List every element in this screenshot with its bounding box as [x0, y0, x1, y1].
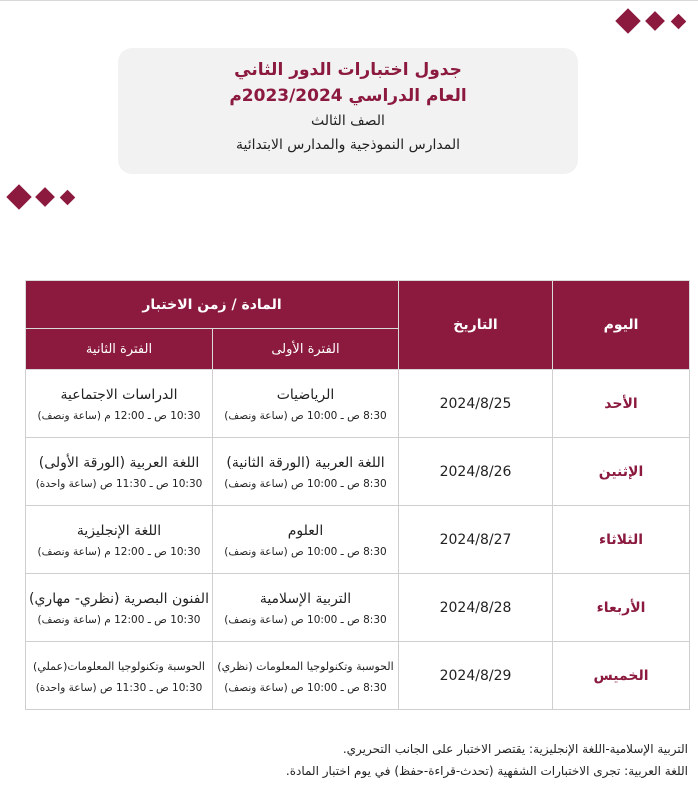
diamond-icon	[645, 11, 665, 31]
diamond-icon	[60, 189, 76, 205]
title-line-2: العام الدراسي 2023/2024م	[229, 86, 467, 106]
subject-name: اللغة العربية (الورقة الثانية)	[226, 455, 385, 471]
day-cell: الأربعاء	[553, 574, 690, 642]
subject-name: اللغة الإنجليزية	[76, 523, 162, 539]
period-1-cell	[213, 438, 399, 506]
day-cell: الإثنين	[553, 438, 690, 506]
diamond-icon	[671, 13, 687, 29]
subject-name: الفنون البصرية (نظري- مهاري)	[29, 591, 209, 607]
title-box	[118, 48, 578, 174]
subject-name: الدراسات الاجتماعية	[60, 387, 178, 403]
header-period-2: الفترة الثانية	[26, 329, 213, 370]
period-2-cell	[26, 506, 213, 574]
decor-diamonds-left	[10, 188, 73, 206]
subject-name: الحوسبة وتكنولوجيا المعلومات (نظري)	[217, 660, 394, 673]
title-line-1: جدول اختبارات الدور الثاني	[234, 60, 462, 80]
period-1-cell	[213, 642, 399, 710]
period-1-cell	[213, 574, 399, 642]
period-2-cell	[26, 574, 213, 642]
note-line-1: التربية الإسلامية-اللغة الإنجليزية: يقتصر الاختبار على الجانب التحريري.	[342, 742, 688, 756]
day-cell: الثلاثاء	[553, 506, 690, 574]
period-2-cell	[26, 642, 213, 710]
table-row	[26, 642, 690, 710]
exam-time: 10:30 ص ـ 12:00 م (ساعة ونصف)	[37, 410, 201, 422]
grade-label: الصف الثالث	[311, 113, 385, 129]
exam-time: 8:30 ص ـ 10:00 ص (ساعة ونصف)	[224, 546, 387, 558]
exam-time: 10:30 ص ـ 11:30 ص (ساعة واحدة)	[35, 478, 203, 490]
table-row	[26, 574, 690, 642]
header-period-1: الفترة الأولى	[213, 329, 399, 370]
table-row	[26, 438, 690, 506]
subject-name: الحوسبة وتكنولوجيا المعلومات(عملي)	[33, 660, 205, 673]
day-cell: الخميس	[553, 642, 690, 710]
subject-name: التربية الإسلامية	[259, 591, 352, 607]
top-divider	[0, 0, 698, 1]
decor-diamonds-top	[619, 12, 684, 30]
period-2-cell	[26, 370, 213, 438]
date-cell: 2024/8/28	[399, 574, 553, 642]
note-line-2: اللغة العربية: تجرى الاختبارات الشفهية (تحدث-قراءة-حفظ) في يوم اختبار المادة.	[285, 764, 688, 778]
subject-name: الرياضيات	[276, 387, 335, 403]
period-1-cell	[213, 506, 399, 574]
exam-time: 10:30 ص ـ 12:00 م (ساعة ونصف)	[37, 546, 201, 558]
schools-label: المدارس النموذجية والمدارس الابتدائية	[236, 137, 460, 153]
header-date: التاريخ	[399, 281, 553, 370]
diamond-icon	[615, 8, 640, 33]
header-subject-time: المادة / زمن الاختبار	[26, 281, 399, 329]
exam-time: 10:30 ص ـ 11:30 ص (ساعة واحدة)	[35, 682, 203, 694]
exam-schedule-table	[25, 280, 690, 710]
date-cell: 2024/8/25	[399, 370, 553, 438]
subject-name: العلوم	[287, 523, 324, 539]
header-day: اليوم	[553, 281, 690, 370]
diamond-icon	[6, 184, 31, 209]
notes	[286, 738, 688, 782]
date-cell: 2024/8/29	[399, 642, 553, 710]
exam-time: 8:30 ص ـ 10:00 ص (ساعة ونصف)	[224, 410, 387, 422]
period-1-cell	[213, 370, 399, 438]
subject-name: اللغة العربية (الورقة الأولى)	[38, 455, 200, 471]
period-2-cell	[26, 438, 213, 506]
exam-time: 8:30 ص ـ 10:00 ص (ساعة ونصف)	[224, 478, 387, 490]
exam-time: 8:30 ص ـ 10:00 ص (ساعة ونصف)	[224, 682, 387, 694]
exam-time: 10:30 ص ـ 12:00 م (ساعة ونصف)	[37, 614, 201, 626]
date-cell: 2024/8/26	[399, 438, 553, 506]
table-row	[26, 506, 690, 574]
date-cell: 2024/8/27	[399, 506, 553, 574]
exam-time: 8:30 ص ـ 10:00 ص (ساعة ونصف)	[224, 614, 387, 626]
day-cell: الأحد	[553, 370, 690, 438]
diamond-icon	[35, 187, 55, 207]
table-row	[26, 370, 690, 438]
